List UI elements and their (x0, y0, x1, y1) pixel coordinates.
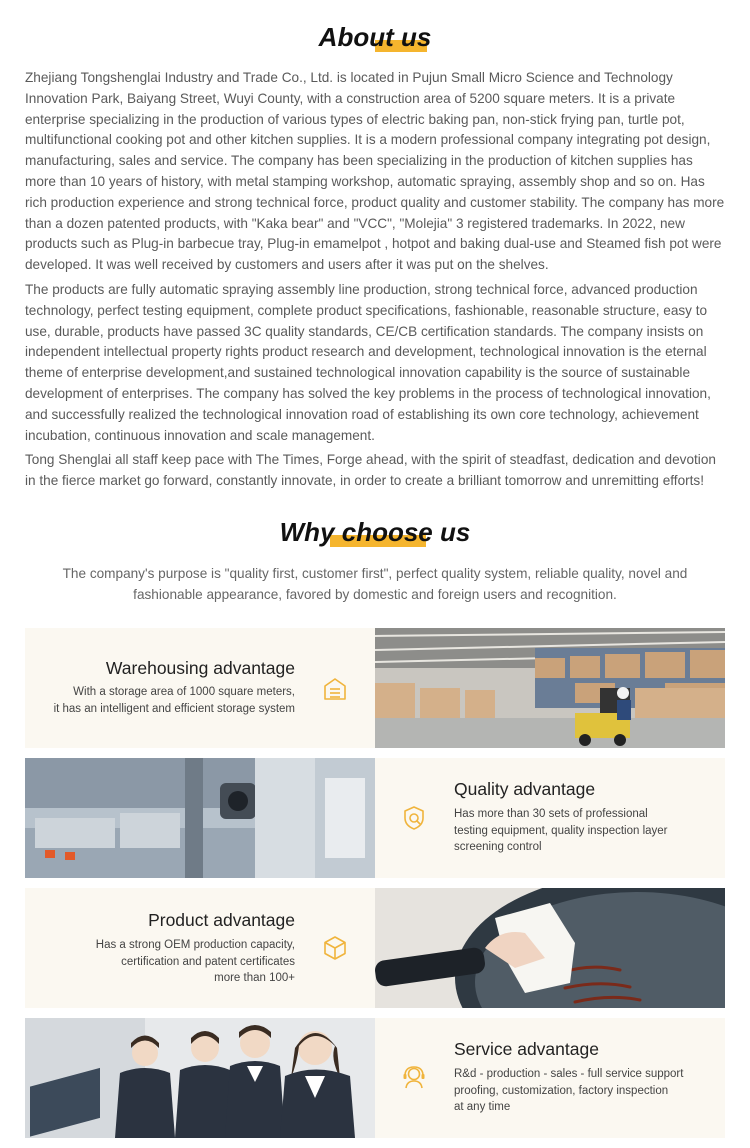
about-paragraph: Zhejiang Tongshenglai Industry and Trade Co., Ltd. is located in Pujun Small Micro Science and Technology Innovation Park, Baiyang Street, Wuyi County, with a construction area of 5200 square meters. It is a private enterprise specializing in the production of various types of electric baking pan, non-stick frying pan, turtle pot, multifunctional cooking pot and other kitchen supplies. It is a modern professional company integrating pot design, manufacturing, sales and service. The company has been specializing in the production of kitchen supplies has more than 10 years of history, with metal stamping workshop, automatic spraying, assembly shop and so on. Has rich production experience and strong technical force, product quality and customer stability. The company has more than a dozen patented products, with "Kaka bear" and "VCC", "Molejia" 3 registered trademarks. In 2022, new products such as Plug-in barbecue tray, Plug-in emamelpot , hotpot and baking dual-use and Steamed fish pot were developed. It was well received by customers and users after it was put on the shelves. (25, 70, 725, 273)
about-paragraph: Tong Shenglai all staff keep pace with The Times, Forge ahead, with the spirit of steadfast, dedication and devotion in the fierce market go forward, constantly innovate, in order to create a brilliant tomorrow and unremitting efforts! (25, 452, 716, 489)
warehousing-panel (25, 628, 375, 748)
frying-pan-photo (375, 888, 725, 1008)
advantage-desc: R&d - production - sales - full service support proofing, customization, factory inspection at any time (454, 1068, 684, 1113)
service-panel (375, 1018, 725, 1138)
warehouse-photo (375, 628, 725, 748)
advantage-desc: With a storage area of 1000 square meters, it has an intelligent and efficient storage system (53, 686, 295, 715)
customer-service-photo (25, 1018, 375, 1138)
advantage-desc: Has a strong OEM production capacity, certification and patent certificates more than 100+ (95, 939, 295, 984)
shield-check-icon (401, 805, 427, 831)
advantage-title: Product advantage (148, 910, 295, 930)
warehouse-icon (322, 676, 348, 702)
advantage-desc: Has more than 30 sets of professional testing equipment, quality inspection layer screening control (454, 808, 668, 853)
about-text (25, 68, 727, 496)
product-panel (25, 888, 375, 1008)
about-paragraph: The products are fully automatic spraying assembly line production, strong technical force, advanced production technology, perfect testing equipment, complete product specifications, fashionable, reasonable structure, easy to use, durable, products have passed 3C quality standards, CE/CB certification standards. The company insists on independent intellectual property rights product research and development, technological innovation is the eternal theme of enterprise development,and sustained technological innovation capability is the source of sustainable development of enterprises. The company has solved the key problems in the process of technological innovation, and successfully realized the technological innovation road of establishing its own core technology, achievement incubation, continuous innovation and scale management. (25, 281, 711, 443)
advantage-row-service (25, 1018, 725, 1138)
advantage-title: Service advantage (454, 1039, 599, 1059)
advantage-row-warehousing (25, 628, 725, 748)
company-purpose: The company's purpose is "quality first, customer first", perfect quality system, reliable quality, novel and fashionable appearance, favored by domestic and foreign users and recognition. (62, 566, 688, 602)
production-line-photo (25, 758, 375, 878)
advantage-row-product (25, 888, 725, 1008)
why-title: Why choose us (279, 517, 471, 547)
advantage-title: Warehousing advantage (105, 658, 295, 678)
why-heading (0, 517, 750, 548)
about-heading (0, 22, 750, 53)
cube-icon (322, 935, 348, 961)
advantage-row-quality (25, 758, 725, 878)
headset-icon (401, 1064, 427, 1090)
quality-panel (375, 758, 725, 878)
about-title: About us (318, 22, 432, 52)
advantage-title: Quality advantage (454, 779, 596, 799)
